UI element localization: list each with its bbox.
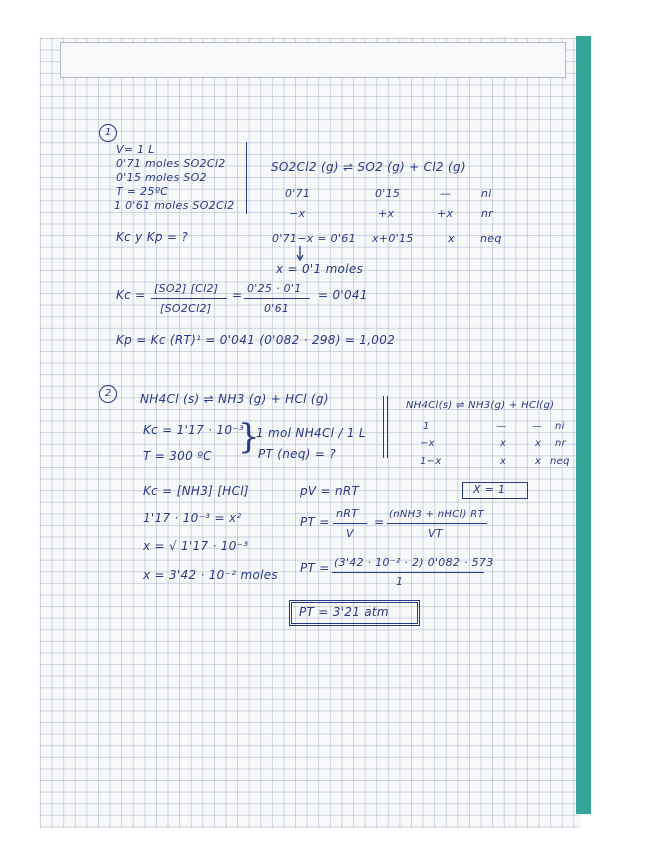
- p1-ni-reactant: 0'71: [285, 187, 311, 200]
- p2-pt-fraction-bar-1: [333, 523, 367, 524]
- p1-divider-line: [246, 142, 247, 214]
- p2-pt-calc-lhs: PT =: [300, 561, 330, 575]
- p2-brace: }: [238, 417, 260, 457]
- p2-pt-lhs: PT =: [300, 515, 330, 529]
- notebook-spine: [576, 36, 591, 814]
- p2-pt-numerator-1: nRT: [336, 507, 359, 520]
- p2-kc-equation: 1'17 · 10⁻³ = x²: [143, 511, 242, 525]
- p2-x-sqrt: x = √ 1'17 · 10⁻³: [143, 539, 249, 553]
- p2-pt-denominator-1: V: [346, 527, 354, 540]
- p2-x-box-text: X = 1: [473, 483, 506, 496]
- p2-divider-line-a: [383, 396, 384, 458]
- p2-kc-expression: Kc = [NH3] [HCl]: [143, 484, 249, 498]
- p2-x-value: x = 3'42 · 10⁻² moles: [143, 568, 278, 582]
- p2-pt-equals: =: [374, 515, 385, 529]
- p1-nr-so2: +x: [378, 207, 395, 220]
- p1-neq-reactant: 0'71−x = 0'61: [272, 232, 356, 245]
- p1-ni-cl2: —: [440, 187, 452, 200]
- p2-kc-given: Kc = 1'17 · 10⁻³: [143, 423, 245, 437]
- p2-table-ni-label: ni: [555, 421, 565, 432]
- p1-neq-so2: x+0'15: [372, 232, 414, 245]
- p2-pt-calc-numerator: (3'42 · 10⁻² · 2) 0'082 · 573: [334, 556, 494, 569]
- problem-2-number: 2: [99, 385, 117, 403]
- p2-table-reaction: NH4Cl(s) ⇌ NH3(g) + HCl(g): [406, 400, 555, 411]
- p2-table-neq-label: neq: [550, 456, 570, 467]
- p1-kc-numerator-values: 0'25 · 0'1: [247, 282, 302, 295]
- p2-table-neq-hcl: x: [535, 456, 542, 467]
- p1-given-moles-so2: 0'15 moles SO2: [116, 171, 207, 184]
- p2-divider-line-b: [387, 396, 388, 458]
- p2-table-ni-reactant: 1: [423, 421, 430, 432]
- p1-kc-values-fraction-bar: [244, 298, 310, 299]
- p2-final-answer-box: [289, 600, 420, 626]
- p2-pt-calc-denominator: 1: [396, 575, 404, 588]
- p1-ni-label: ni: [481, 187, 492, 200]
- p2-pt-numerator-2: (nNH3 + nHCl) RT: [389, 509, 484, 520]
- p1-kp-calculation: Kp = Kc (RT)¹ = 0'041 (0'082 · 298) = 1,002: [116, 333, 396, 347]
- p1-given-eq-moles: 1 0'61 moles SO2Cl2: [114, 199, 235, 212]
- problem-1-number: 1: [99, 124, 117, 142]
- p1-kc-result: = 0'041: [318, 288, 368, 302]
- p2-question: PT (neq) = ?: [258, 447, 337, 461]
- p1-nr-cl2: +x: [437, 207, 454, 220]
- p1-neq-label: neq: [480, 232, 502, 245]
- p1-nr-reactant: −x: [289, 207, 306, 220]
- p1-down-arrow-icon: [296, 246, 304, 262]
- p1-given-volume: V= 1 L: [116, 143, 155, 156]
- p2-table-ni-hcl: —: [532, 421, 543, 432]
- p2-pt-calc-fraction-bar: [332, 572, 484, 573]
- p2-temperature: T = 300 ºC: [143, 449, 212, 463]
- p1-neq-cl2: x: [448, 232, 455, 245]
- p2-table-neq-reactant: 1−x: [420, 456, 442, 467]
- p2-pt-fraction-bar-2: [387, 523, 487, 524]
- p1-kc-denominator-values: 0'61: [264, 302, 290, 315]
- p2-table-nr-hcl: x: [535, 438, 542, 449]
- p1-kc-equals: =: [232, 288, 243, 302]
- p1-kc-fraction-bar: [151, 298, 227, 299]
- p2-reaction: NH4Cl (s) ⇌ NH3 (g) + HCl (g): [140, 392, 329, 406]
- p1-kc-denominator: [SO2Cl2]: [160, 302, 212, 315]
- p1-kc-numerator: [SO2] [Cl2]: [154, 282, 219, 295]
- p1-question: Kc y Kp = ?: [116, 230, 189, 244]
- p2-table-ni-nh3: —: [496, 421, 507, 432]
- p1-x-result: x = 0'1 moles: [276, 262, 364, 276]
- p2-ideal-gas-law: pV = nRT: [300, 484, 360, 498]
- p1-nr-label: nr: [481, 207, 494, 220]
- p2-table-nr-label: nr: [555, 438, 567, 449]
- p1-kc-lhs: Kc =: [116, 288, 146, 302]
- page-header-box: [60, 42, 566, 78]
- p1-ni-so2: 0'15: [375, 187, 401, 200]
- p2-x-boxed: [462, 482, 528, 499]
- p2-table-nr-reactant: −x: [420, 438, 435, 449]
- p1-reaction: SO2Cl2 (g) ⇌ SO2 (g) + Cl2 (g): [271, 160, 466, 174]
- p2-final-answer: PT = 3'21 atm: [299, 605, 389, 619]
- p2-table-neq-nh3: x: [500, 456, 507, 467]
- p1-given-temperature: T = 25ºC: [116, 185, 169, 198]
- p1-given-moles-so2cl2: 0'71 moles SO2Cl2: [116, 157, 226, 170]
- p2-pt-denominator-2: VT: [428, 527, 443, 540]
- p2-table-nr-nh3: x: [500, 438, 507, 449]
- p2-given-mol: 1 mol NH4Cl / 1 L: [256, 426, 366, 440]
